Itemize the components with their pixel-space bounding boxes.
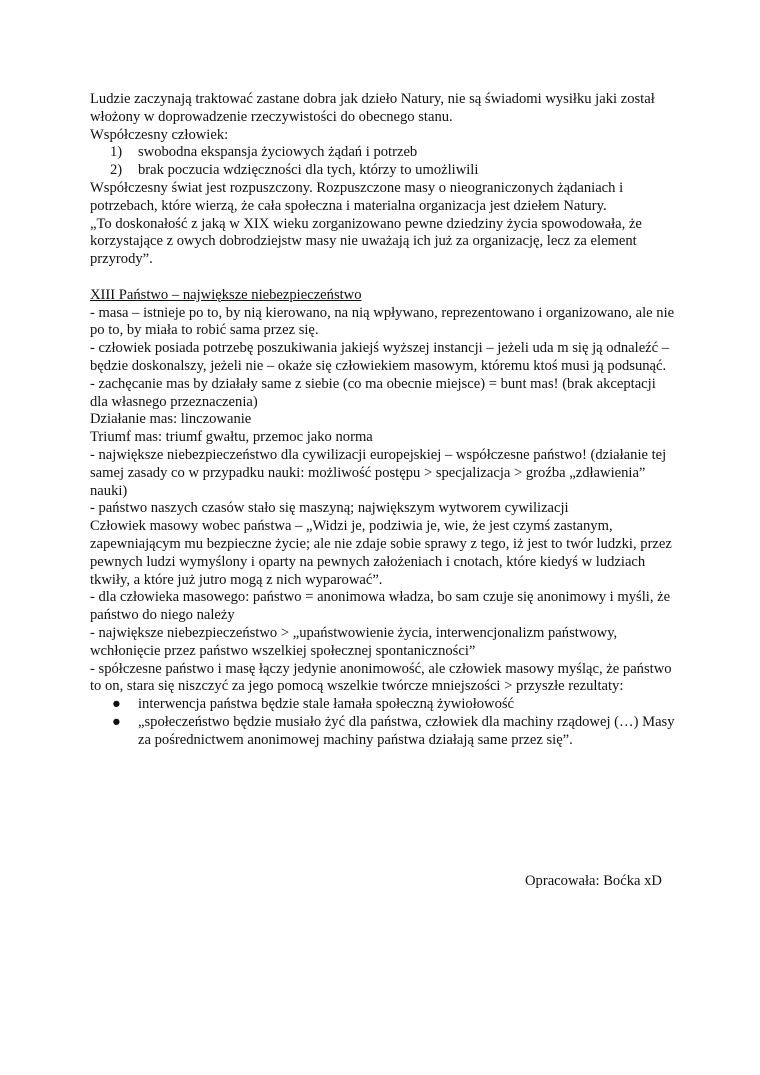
- bullet-list: [90, 696, 675, 749]
- bullet-icon: ●: [112, 713, 121, 730]
- section-line: Działanie mas: linczowanie: [90, 411, 252, 428]
- numbered-list: [90, 144, 675, 180]
- list-item: [90, 144, 675, 162]
- bullet-icon: ●: [112, 696, 121, 713]
- section-line: - zachęcanie mas by działały same z siebie (co ma obecnie miejsce) = bunt mas! (brak akceptacji dla własnego przeznaczenia): [90, 375, 656, 410]
- author-signature: Opracowała: Boćka xD: [525, 873, 662, 889]
- section-line: Człowiek masowy wobec państwa – „Widzi je, podziwia je, wie, że jest czymś zastanym, zapewniającym mu bezpieczne życie; ale nie zdaje sobie sprawy z tego, iż jest to twór ludzki, przez pewnych ludzi wymyślony i oparty na pewnych założeniach i cnotach, które kiedyś w ludziach tkwiły, a które już jutro mogą z nich wyparować”.: [90, 518, 672, 588]
- section-line: - państwo naszych czasów stało się maszyną; największym wytworem cywilizacji: [90, 500, 569, 517]
- list-item-text: „społeczeństwo będzie musiało żyć dla państwa, człowiek dla machiny rządowej (…) Masy za pośrednictwem anonimowej machiny państwa działają same przez się”.: [138, 713, 675, 748]
- list-item: [90, 714, 675, 750]
- section-line: - masa – istnieje po to, by nią kierowano, na nią wpływano, reprezentowano i organizowano, ale nie po to, by miała to robić sama przez się.: [90, 304, 675, 339]
- section-heading: XIII Państwo – największe niebezpieczeństwo: [90, 286, 362, 303]
- section-line: - największe niebezpieczeństwo dla cywilizacji europejskiej – współczesne państwo! (działanie tej samej zasady co w przypadku nauki: możliwość postępu > specjalizacja > groźba „zdławienia” nauki): [90, 446, 667, 499]
- spacer: [90, 269, 675, 287]
- list-item-text: brak poczucia wdzięczności dla tych, którzy to umożliwili: [138, 162, 479, 179]
- section-line: - spółczesne państwo i masę łączy jedynie anonimowość, ale człowiek masowy myśląc, że państwo to on, stara się niszczyć za jego pomocą wszelkie twórcze mniejszości > przyszłe rezultaty:: [90, 660, 672, 695]
- list-item-text: interwencja państwa będzie stale łamała społeczną żywiołowość: [138, 696, 515, 713]
- section-line: - człowiek posiada potrzebę poszukiwania jakiejś wyższej instancji – jeżeli uda m się ją odnaleźć – będzie doskonalszy, jeżeli nie – okaże się człowiekiem masowym, któremu ktoś musi ją podsunąć.: [90, 340, 670, 374]
- list-item: [90, 162, 675, 180]
- section-line: - największe niebezpieczeństwo > „upaństwowienie życia, interwencjonalizm państwowy, wchłonięcie przez państwo wszelkiej społecznej spontaniczności”: [90, 624, 618, 659]
- list-item: [90, 696, 675, 714]
- intro-paragraph: Współczesny świat jest rozpuszczony. Rozpuszczone masy o nieograniczonych żądaniach i potrzebach, które wierzą, że cała społeczna i materialna organizacja jest dziełem Natury.: [90, 179, 624, 214]
- document-body: [90, 91, 675, 749]
- section-line: Triumf mas: triumf gwałtu, przemoc jako norma: [90, 429, 373, 446]
- intro-subheading: Współczesny człowiek:: [90, 126, 229, 143]
- list-number: 1): [110, 144, 123, 161]
- list-item-text: swobodna ekspansja życiowych żądań i potrzeb: [138, 144, 418, 161]
- intro-paragraph: Ludzie zaczynają traktować zastane dobra jak dzieło Natury, nie są świadomi wysiłku jaki został włożony w doprowadzenie rzeczywistości do obecnego stanu.: [90, 91, 655, 125]
- section-line: - dla człowieka masowego: państwo = anonimowa władza, bo sam czuje się anonimowy i myśli, że państwo do niego należy: [90, 589, 671, 624]
- list-number: 2): [110, 162, 123, 179]
- quote-paragraph: „To doskonałość z jaką w XIX wieku zorganizowano pewne dziedziny życia spowodowała, że korzystające z owych dobrodziejstw masy nie uważają ich już za organizację, lecz za element przyrody”.: [90, 215, 642, 268]
